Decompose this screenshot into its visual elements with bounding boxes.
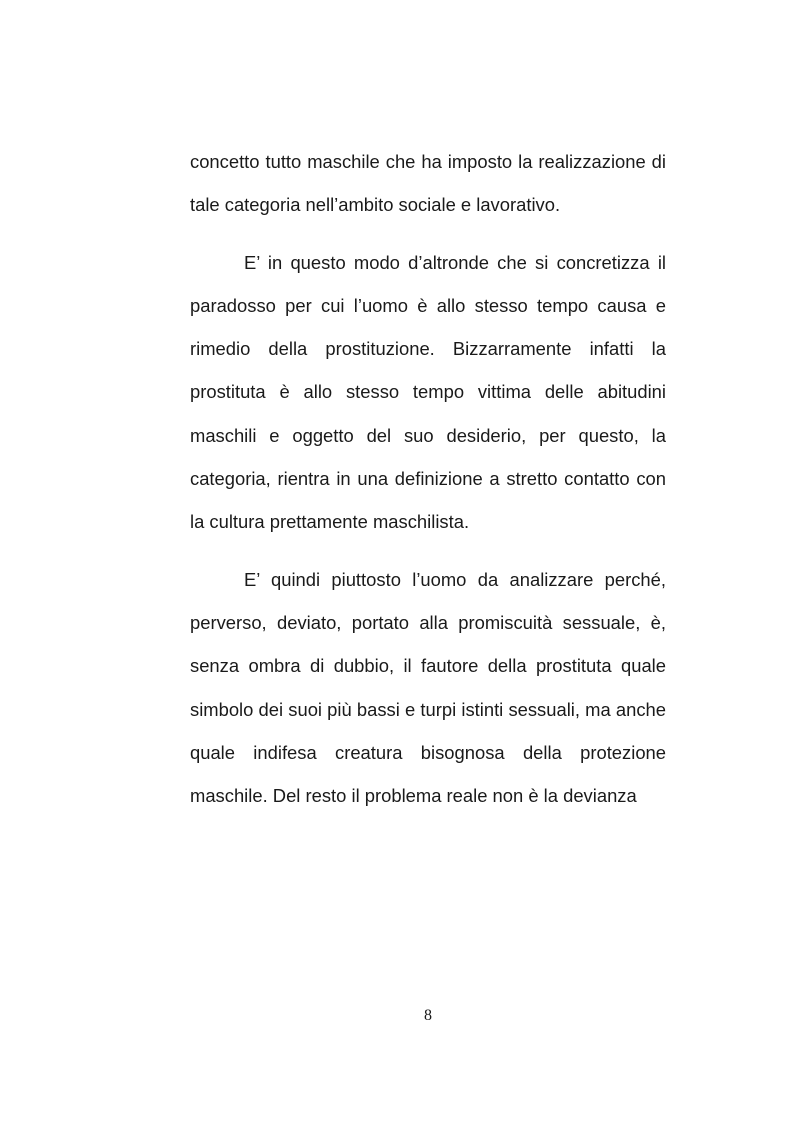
page-number: 8 bbox=[424, 1007, 432, 1024]
paragraph-continuation: concetto tutto maschile che ha imposto la realizzazione di tale categoria nell’ambito sociale e lavorativo. bbox=[190, 151, 666, 216]
paragraph-paradosso: E’ in questo modo d’altronde che si concretizza il paradosso per cui l’uomo è allo stesso tempo causa e rimedio della prostituzione. Bizzarramente infatti la prostituta è allo stesso tempo vittima delle abitudini maschili e oggetto del suo desiderio, per questo, la categoria, rientra in una definizione a stretto contatto con la cultura prettamente maschilista. bbox=[190, 251, 666, 533]
paragraph-uomo: E’ quindi piuttosto l’uomo da analizzare perché, perverso, deviato, portato alla promiscuità sessuale, è, senza ombra di dubbio, il fautore della prostituta quale simbolo dei suoi più bassi e turpi istinti sessuali, ma anche quale indifesa creatura bisognosa della protezione maschile. Del resto il problema reale non è la devianza bbox=[190, 568, 666, 807]
body-text bbox=[190, 140, 666, 817]
